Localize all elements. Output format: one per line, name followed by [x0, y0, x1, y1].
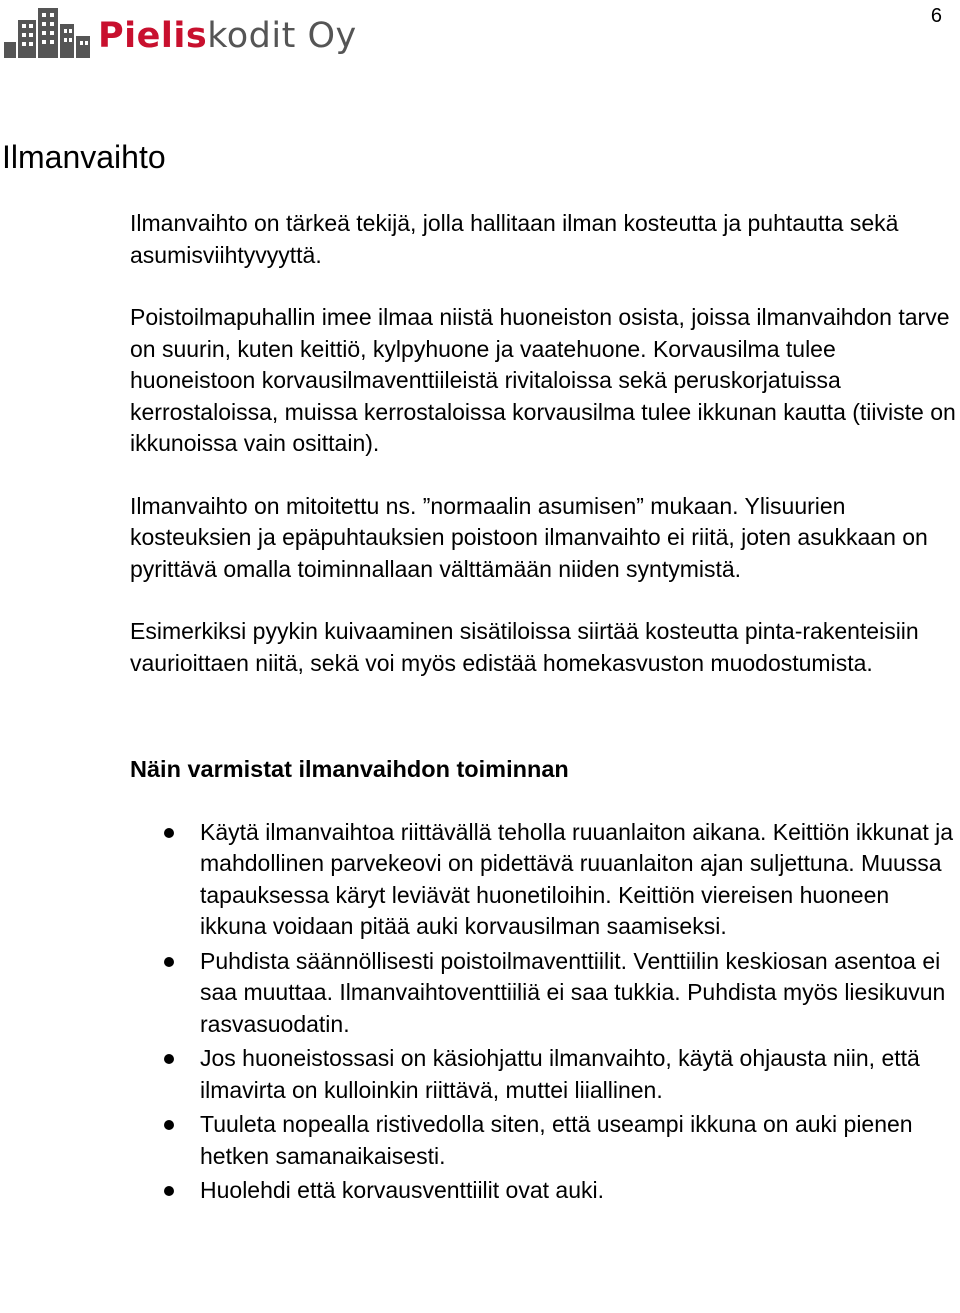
paragraph-dimensioning: Ilmanvaihto on mitoitettu ns. ”normaalin asumisen” mukaan. Ylisuurien kosteuksien ja epäpuhtauksien poistoon ilmanvaihto ei riitä, joten asukkaan on pyrittävä omalla toiminnallaan välttämään niiden syntymistä. [130, 492, 928, 582]
list-item: Tuuleta nopealla ristivedolla siten, että useampi ikkuna on auki pienen hetken samanaikaisesti. [130, 1109, 960, 1172]
buildings-icon [4, 2, 92, 58]
list-item: Puhdista säännöllisesti poistoilmaventtiilit. Venttiilin keskiosan asentoa ei saa muuttaa. Ilmanvaihtoventtiiliä ei saa tukkia. Puhdista myös liesikuvun rasvasuodatin. [130, 946, 960, 1041]
page-number: 6 [930, 5, 942, 27]
page-header [0, 0, 960, 60]
document-body [130, 208, 960, 1210]
list-item: Jos huoneistossasi on käsiohjattu ilmanvaihto, käytä ohjausta niin, että ilmavirta on kulloinkin riittävä, muttei liiallinen. [130, 1043, 960, 1106]
list-item: Käytä ilmanvaihtoa riittävällä teholla ruuanlaiton aikana. Keittiön ikkunat ja mahdollinen parvekeovi on pidettävä ruuanlaiton ajan suljettuna. Muussa tapauksessa käryt leviävät huonetiloihin. Keittiön viereisen huoneen ikkuna voidaan pitää auki korvausilman saamiseksi. [130, 817, 960, 943]
logo-brand-part2: kodit Oy [207, 16, 357, 56]
paragraph-intro: Ilmanvaihto on tärkeä tekijä, jolla hallitaan ilman kosteutta ja puhtautta sekä asumisviihtyvyyttä. [130, 210, 899, 268]
list-item: Huolehdi että korvausventtiilit ovat auki. [130, 1175, 960, 1207]
paragraph-exhaust-air: Poistoilmapuhallin imee ilmaa niistä huoneiston osista, joissa ilmanvaihdon tarve on suurin, kuten keittiö, kylpyhuone ja vaatehuone. Korvausilma tulee huoneistoon korvausilmaventtiileistä rivitaloissa sekä peruskorjatuissa kerrostaloissa, muissa kerrostaloissa korvausilma tulee ikkunan kautta (tiiviste on ikkunoissa vain osittain). [130, 304, 956, 456]
section-heading: Näin varmistat ilmanvaihdon toiminnan [130, 756, 569, 782]
page-title: Ilmanvaihto [2, 139, 166, 175]
logo-wordmark [98, 16, 357, 56]
tips-list [130, 817, 960, 1207]
company-logo [4, 2, 384, 58]
logo-brand-part1: Pielis [98, 16, 208, 56]
paragraph-laundry-example: Esimerkiksi pyykin kuivaaminen sisätiloissa siirtää kosteutta pinta-rakenteisiin vaurioittaen niitä, sekä voi myös edistää homekasvuston muodostumista. [130, 618, 919, 676]
